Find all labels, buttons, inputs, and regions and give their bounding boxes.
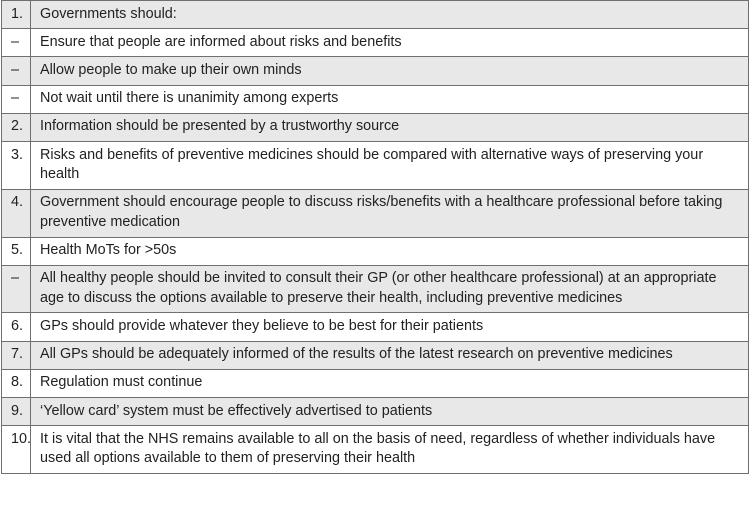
table-row — [2, 265, 749, 313]
table-row — [2, 189, 749, 237]
row-text: It is vital that the NHS remains available to all on the basis of need, regardless of whether individuals have used all options available to them of preserving their health — [31, 426, 749, 474]
row-text: Health MoTs for >50s — [31, 237, 749, 265]
recommendations-table — [1, 0, 749, 474]
table-row — [2, 113, 749, 141]
row-marker: 10. — [2, 426, 31, 474]
row-text: All GPs should be adequately informed of the results of the latest research on preventive medicines — [31, 341, 749, 369]
row-marker: 2. — [2, 113, 31, 141]
row-text: ‘Yellow card’ system must be effectively advertised to patients — [31, 398, 749, 426]
row-marker: – — [2, 29, 31, 57]
row-marker: – — [2, 85, 31, 113]
row-text: Allow people to make up their own minds — [31, 57, 749, 85]
row-text: Ensure that people are informed about risks and benefits — [31, 29, 749, 57]
row-text: GPs should provide whatever they believe to be best for their patients — [31, 313, 749, 341]
row-text: All healthy people should be invited to consult their GP (or other healthcare professional) at an appropriate age to discuss the options available to preserve their health, including preventive medicines — [31, 265, 749, 313]
table-row — [2, 237, 749, 265]
table-row — [2, 313, 749, 341]
table-row — [2, 85, 749, 113]
row-marker: – — [2, 57, 31, 85]
row-text: Information should be presented by a trustworthy source — [31, 113, 749, 141]
table-row — [2, 369, 749, 397]
table-row — [2, 398, 749, 426]
row-marker: 6. — [2, 313, 31, 341]
row-text: Governments should: — [31, 1, 749, 29]
row-marker: 1. — [2, 1, 31, 29]
row-marker: 3. — [2, 141, 31, 189]
row-marker: 9. — [2, 398, 31, 426]
table-row — [2, 426, 749, 474]
table-row — [2, 341, 749, 369]
row-text: Risks and benefits of preventive medicines should be compared with alternative ways of preserving your health — [31, 141, 749, 189]
table-row — [2, 141, 749, 189]
row-text: Regulation must continue — [31, 369, 749, 397]
row-marker: 8. — [2, 369, 31, 397]
row-text: Government should encourage people to discuss risks/benefits with a healthcare professional before taking preventive medication — [31, 189, 749, 237]
table-row — [2, 57, 749, 85]
row-marker: 4. — [2, 189, 31, 237]
row-marker: – — [2, 265, 31, 313]
table-row — [2, 1, 749, 29]
row-text: Not wait until there is unanimity among experts — [31, 85, 749, 113]
recommendations-body — [2, 1, 749, 474]
row-marker: 5. — [2, 237, 31, 265]
table-row — [2, 29, 749, 57]
row-marker: 7. — [2, 341, 31, 369]
